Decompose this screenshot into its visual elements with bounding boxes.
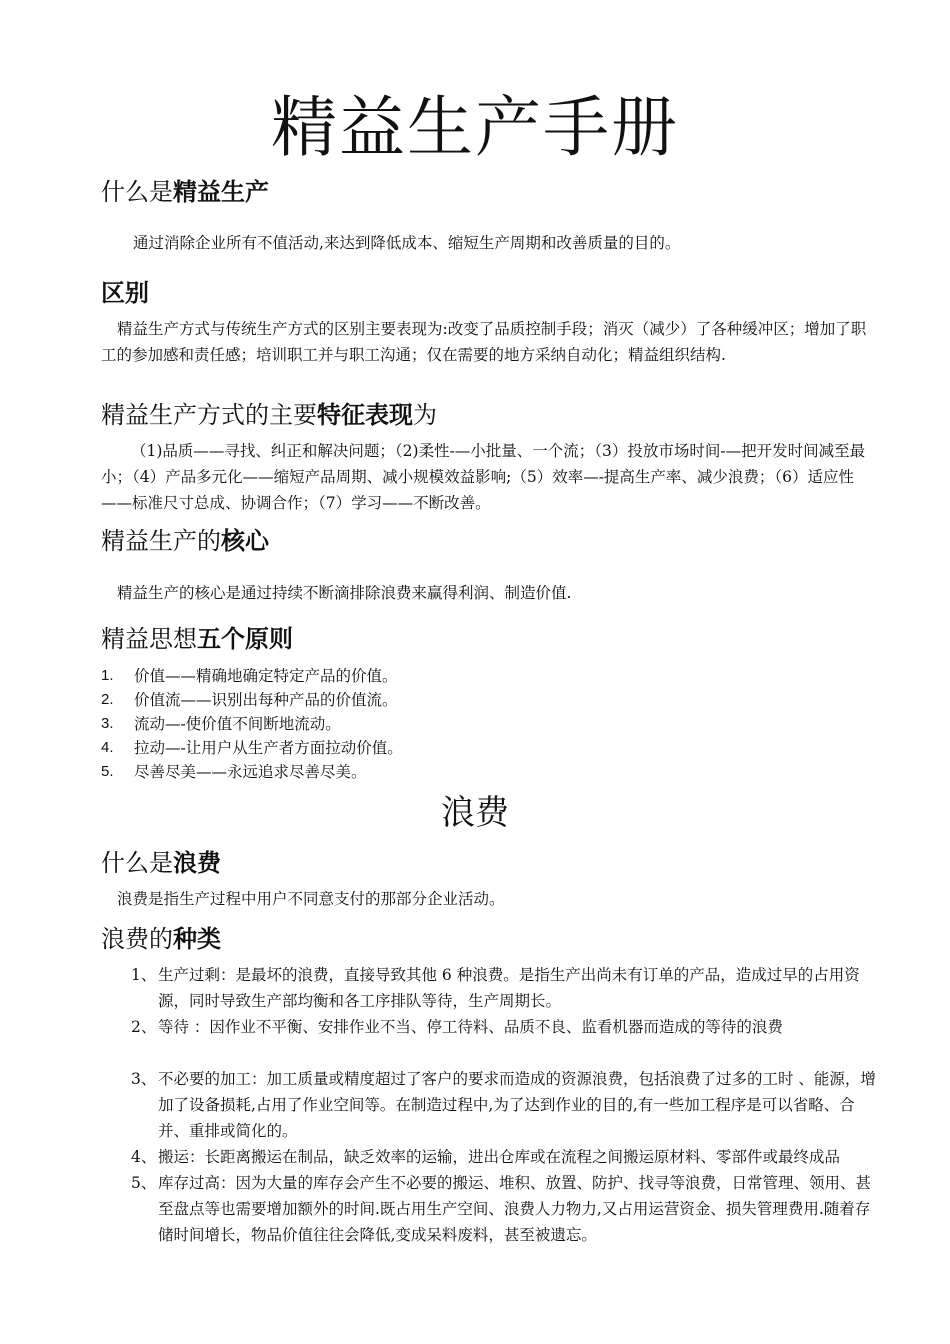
list-number: 2. xyxy=(101,691,114,708)
heading-normal-text: 什么是 xyxy=(101,849,173,877)
list-number: 5、 xyxy=(131,1174,157,1192)
heading-what-is-lean xyxy=(101,175,269,209)
list-number: 1、 xyxy=(131,966,157,984)
waste-types-list xyxy=(131,962,876,1248)
heading-normal-text: 浪费的 xyxy=(101,925,173,953)
list-item xyxy=(101,760,876,784)
difference-text: 精益生产方式与传统生产方式的区别主要表现为:改变了品质控制手段；消灭（减少）了各种缓冲区；增加了职工的参加感和责任感；培训职工并与职工沟通；仅在需要的地方采纳自动化；精益组织结构. xyxy=(101,320,867,364)
list-text: 尽善尽美——永远追求尽善尽美。 xyxy=(134,763,367,781)
list-text: 等待 ：因作业不平衡、安排作业不当、停工待料、品质不良、监看机器而造成的等待的浪费 xyxy=(158,1018,783,1036)
list-item xyxy=(101,712,876,736)
list-item xyxy=(131,1066,876,1144)
heading-tail-text: 为 xyxy=(413,401,437,429)
heading-normal-text: 精益生产方式的主要 xyxy=(101,401,317,429)
heading-bold-text: 浪费 xyxy=(173,848,221,877)
list-text: 价值——精确地确定特定产品的价值。 xyxy=(134,667,398,685)
list-number: 2、 xyxy=(131,1018,157,1036)
list-text: 生产过剩：是最坏的浪费，直接导致其他 6 种浪费。是指生产出尚未有订单的产品，造成过早的占用资源，同时导致生产部均衡和各工序排队等待，生产周期长。 xyxy=(158,966,860,1010)
heading-bold-text: 核心 xyxy=(221,526,269,555)
list-spacer xyxy=(131,1040,876,1066)
list-item xyxy=(131,1170,876,1248)
core-text: 精益生产的核心是通过持续不断滴排除浪费来赢得利润、制造价值. xyxy=(117,584,572,602)
heading-normal-text: 精益生产的 xyxy=(101,527,221,555)
list-number: 3. xyxy=(101,715,114,732)
list-item xyxy=(101,688,876,712)
features-text: （1)品质——寻找、纠正和解决问题；（2)柔性-—小批量、一个流；（3）投放市场时间-—把开发时间减至最小；（4）产品多元化——缩短产品周期、减小规模效益影响;（5）效率—-提高生产率、减少浪费；（6）适应性——标准尺寸总成、协调合作；（7）学习——不断改善。 xyxy=(101,442,866,512)
document-title: 精益生产手册 xyxy=(271,89,679,166)
heading-main-features xyxy=(101,398,437,432)
list-item xyxy=(131,1144,876,1170)
list-text: 拉动—-让用户从生产者方面拉动价值。 xyxy=(134,739,403,757)
list-text: 搬运：长距离搬运在制品，缺乏效率的运输，进出仓库或在流程之间搬运原材料、零部件或最终成品 xyxy=(158,1148,841,1166)
list-item xyxy=(101,736,876,760)
heading-core xyxy=(101,524,269,558)
list-number: 4、 xyxy=(131,1148,157,1166)
list-item xyxy=(131,1014,876,1040)
list-number: 5. xyxy=(101,763,114,780)
heading-bold-text: 精益生产 xyxy=(173,177,269,206)
heading-bold-text: 五个原则 xyxy=(197,624,293,653)
heading-normal-text: 精益思想 xyxy=(101,625,197,653)
heading-five-principles xyxy=(101,622,293,656)
lean-definition-text: 通过消除企业所有不值活动,来达到降低成本、缩短生产周期和改善质量的目的。 xyxy=(133,234,681,252)
list-text: 价值流——识别出每种产品的价值流。 xyxy=(134,691,398,709)
waste-chapter-title: 浪费 xyxy=(441,793,509,833)
heading-difference: 区别 xyxy=(101,278,149,307)
list-text: 不必要的加工：加工质量或精度超过了客户的要求而造成的资源浪费，包括浪费了过多的工时 、能源，增加了设备损耗,占用了作业空间等。在制造过程中,为了达到作业的目的,有一些加工程序是可以省略、合并、重排或简化的。 xyxy=(158,1070,876,1140)
list-text: 库存过高：因为大量的库存会产生不必要的搬运、堆积、放置、防护、找寻等浪费，日常管理、领用、甚至盘点等也需要增加额外的时间.既占用生产空间、浪费人力物力,又占用运营资金、损失管理费用.随着存储时间增长，物品价值往往会降低,变成呆料废料，甚至被遗忘。 xyxy=(158,1174,872,1244)
waste-definition-text: 浪费是指生产过程中用户不同意支付的那部分企业活动。 xyxy=(117,890,505,908)
heading-waste-types xyxy=(101,922,221,956)
list-number: 3、 xyxy=(131,1070,157,1088)
list-number: 4. xyxy=(101,739,114,756)
list-item xyxy=(131,962,876,1014)
principles-list xyxy=(101,664,876,784)
heading-what-is-waste xyxy=(101,846,221,880)
list-text: 流动—-使价值不间断地流动。 xyxy=(134,715,341,733)
heading-normal-text: 什么是 xyxy=(101,178,173,206)
heading-bold-text: 种类 xyxy=(173,924,221,953)
heading-bold-text: 特征表现 xyxy=(317,400,413,429)
list-item xyxy=(101,664,876,688)
list-number: 1. xyxy=(101,667,114,684)
